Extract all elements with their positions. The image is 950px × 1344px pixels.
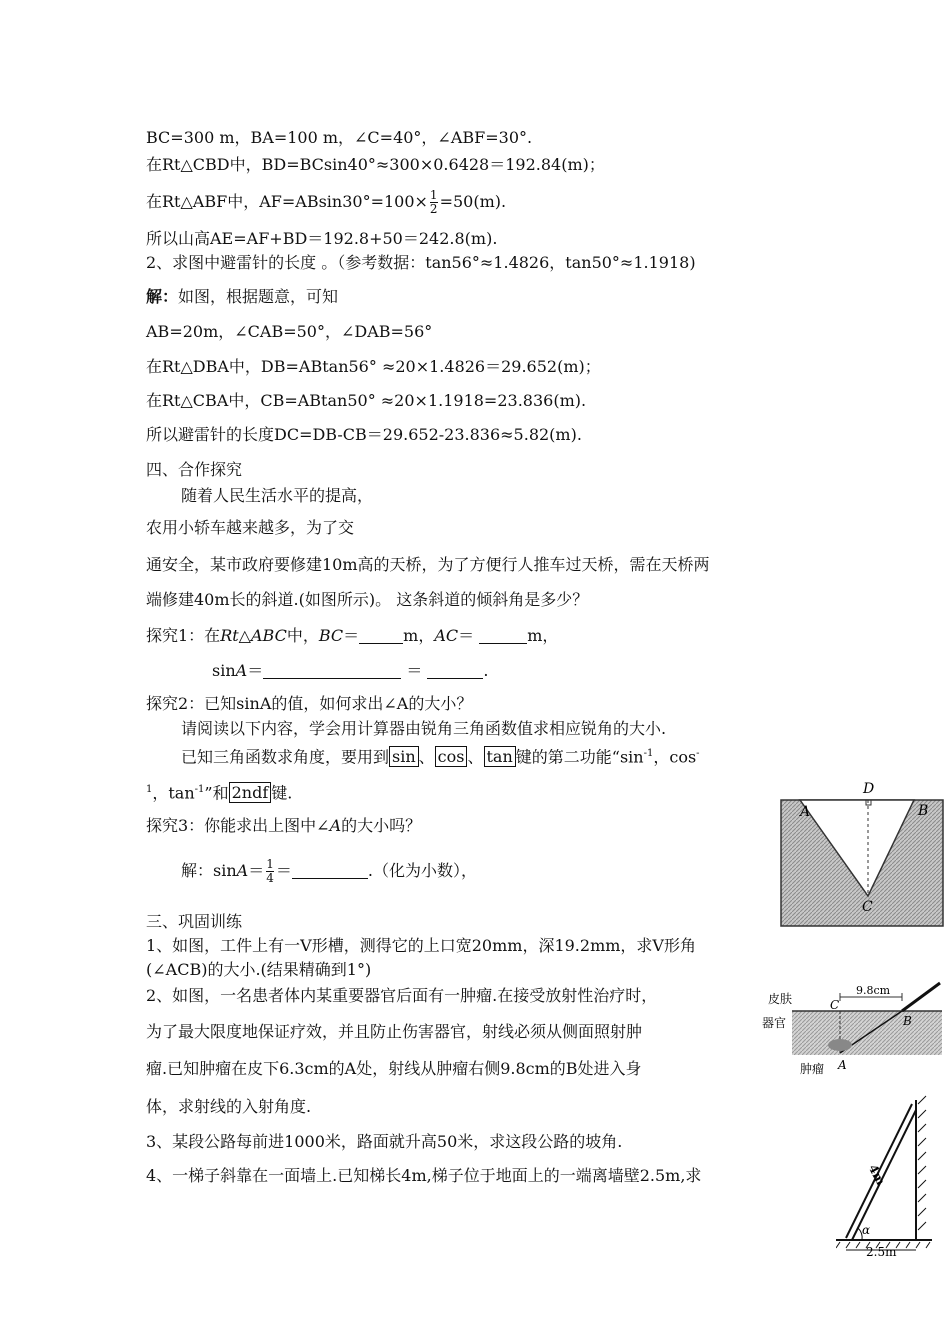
text: 中， [286,626,319,645]
text-line [181,744,700,767]
v-groove-figure [780,780,946,928]
blank[interactable] [263,662,401,679]
text-line: 体，求射线的入射角度. [146,1097,312,1116]
text: A [329,816,342,835]
text: 探究1：在 [146,626,221,645]
label-D: D [863,781,875,797]
text: 在Rt△ABF中，AF=ABsin30°=100× [146,192,428,211]
text-line: 端修建40m长的斜道.(如图所示)。 这条斜道的倾斜角是多少？ [146,590,589,609]
base-label: 2.5m [866,1245,897,1259]
numerator: 1 [266,857,274,871]
text-line: 在Rt△CBD中，BD=BCsin40°≈300×0.6428＝192.84(m)； [146,155,605,174]
text: 已知三角函数求角度，要用到 [181,747,390,767]
text-line: (∠ACB)的大小.(结果精确到1°) [146,960,372,979]
text: =50(m). [439,192,507,211]
text-line: AB=20m，∠CAB=50°，∠DAB=56° [146,322,433,341]
explore-3-solution [181,858,477,885]
text-line: 农用小轿车越来越多，为了交 [146,518,355,537]
explore-1-sin [212,661,489,681]
2ndf-key: 2ndf [229,782,272,803]
denominator: 4 [266,871,274,885]
tan-key: tan [484,746,516,767]
text-line [146,780,292,803]
denominator: 2 [429,202,438,216]
text-line: 为了最大限度地保证疗效，并且防止伤害器官，射线必须从侧面照射肿 [146,1022,643,1041]
exercise-1: 1、如图，工件上有一V形槽，测得它的上口宽20mm，深19.2mm，求V形角 [146,936,696,955]
text: ＝ [248,861,265,880]
superscript: -1 [643,748,654,759]
text: 如图，根据题意，可知 [178,287,339,306]
text: ”和 [204,783,229,803]
numerator: 1 [429,188,438,202]
blank[interactable] [427,662,483,679]
label-B: B [918,803,929,819]
blank[interactable] [479,627,527,644]
text-line: 瘤.已知肿瘤在皮下6.3cm的A处，射线从肿瘤右侧9.8cm的B处进入身 [146,1059,642,1078]
blank[interactable] [359,627,403,644]
skin-label: 皮肤 [768,992,793,1006]
exercise-2: 2、如图，一名患者体内某重要器官后面有一肿瘤.在接受放射性治疗时， [146,986,658,1005]
superscript: - [696,748,700,759]
text: 、 [467,747,484,767]
label-B: B [903,1014,912,1028]
explore-3 [146,816,421,836]
solution-label: 解： [146,287,179,306]
text: ＝ [247,661,264,680]
text-line: 所以山高AE=AF+BD＝192.8+50＝242.8(m). [146,229,498,248]
organ-label: 器官 [762,1016,787,1030]
text: ，cos [653,747,697,767]
text: 、 [418,747,435,767]
text-line [146,189,506,216]
text: BC [318,626,344,645]
text: . [483,661,489,680]
exercise-3: 3、某段公路每前进1000米，路面就升高50米，求这段公路的坡角. [146,1132,623,1151]
text: A [235,661,248,680]
label-C: C [830,998,840,1012]
text-line: 在Rt△DBA中，DB=ABtan56° ≈20×1.4826＝29.652(m)； [146,357,601,376]
text: ，tan [152,783,195,803]
text: 探究3：你能求出上图中∠ [146,816,330,835]
label-A: A [800,804,811,820]
cos-key: cos [435,746,468,767]
text-line: 随着人民生活水平的提高， [181,486,374,505]
text-line: 通安全，某市政府要修建10m高的天桥，为了方便行人推车过天桥，需在天桥两 [146,555,710,574]
solution-line [146,287,338,307]
label-A: A [838,1058,847,1072]
explore-1 [146,626,558,646]
distance-label: 9.8cm [856,984,891,997]
tumor-figure [762,975,946,1075]
ladder-figure [836,1090,946,1260]
text: 的大小吗？ [341,816,422,835]
explore-2: 探究2：已知sinA的值，如何求出∠A的大小？ [146,694,473,713]
text: .（化为小数）， [367,861,477,880]
text: 键. [271,783,293,803]
sin-key: sin [389,746,419,767]
section-heading: 三、巩固训练 [146,912,243,931]
text: 解：sin [181,861,237,880]
superscript: -1 [194,784,205,795]
tumor-label: 肿瘤 [800,1062,825,1075]
text: m， [403,626,435,645]
text: ＝ [406,661,423,680]
text-line: BC=300 m，BA=100 m，∠C=40°，∠ABF=30°. [146,128,533,147]
text: ＝ [458,626,475,645]
text-line: 在Rt△CBA中，CB=ABtan50° ≈20×1.1918=23.836(m). [146,391,587,410]
text: m， [527,626,559,645]
label-C: C [862,899,873,915]
text: ＝ [275,861,292,880]
fraction [266,858,274,885]
superscript: 1 [146,784,153,795]
text: ＝ [343,626,360,645]
text: AC [434,626,459,645]
length-label: 4m [865,1162,888,1188]
text: Rt△ABC [220,626,287,645]
blank[interactable] [292,862,368,879]
question-2: 2、求图中避雷针的长度 。（参考数据：tan56°≈1.4826，tan50°≈1.1918) [146,253,696,272]
text: 键的第二功能“sin [515,747,644,767]
section-heading: 四、合作探究 [146,460,243,479]
angle-label: α [862,1223,871,1237]
text: sin [212,661,236,680]
exercise-4: 4、一梯子斜靠在一面墙上.已知梯长4m,梯子位于地面上的一端离墙壁2.5m,求 [146,1166,702,1185]
text: A [236,861,249,880]
fraction [430,189,438,216]
text-line: 请阅读以下内容，学会用计算器由锐角三角函数值求相应锐角的大小. [181,719,667,738]
text-line: 所以避雷针的长度DC=DB-CB＝29.652-23.836≈5.82(m). [146,425,582,444]
